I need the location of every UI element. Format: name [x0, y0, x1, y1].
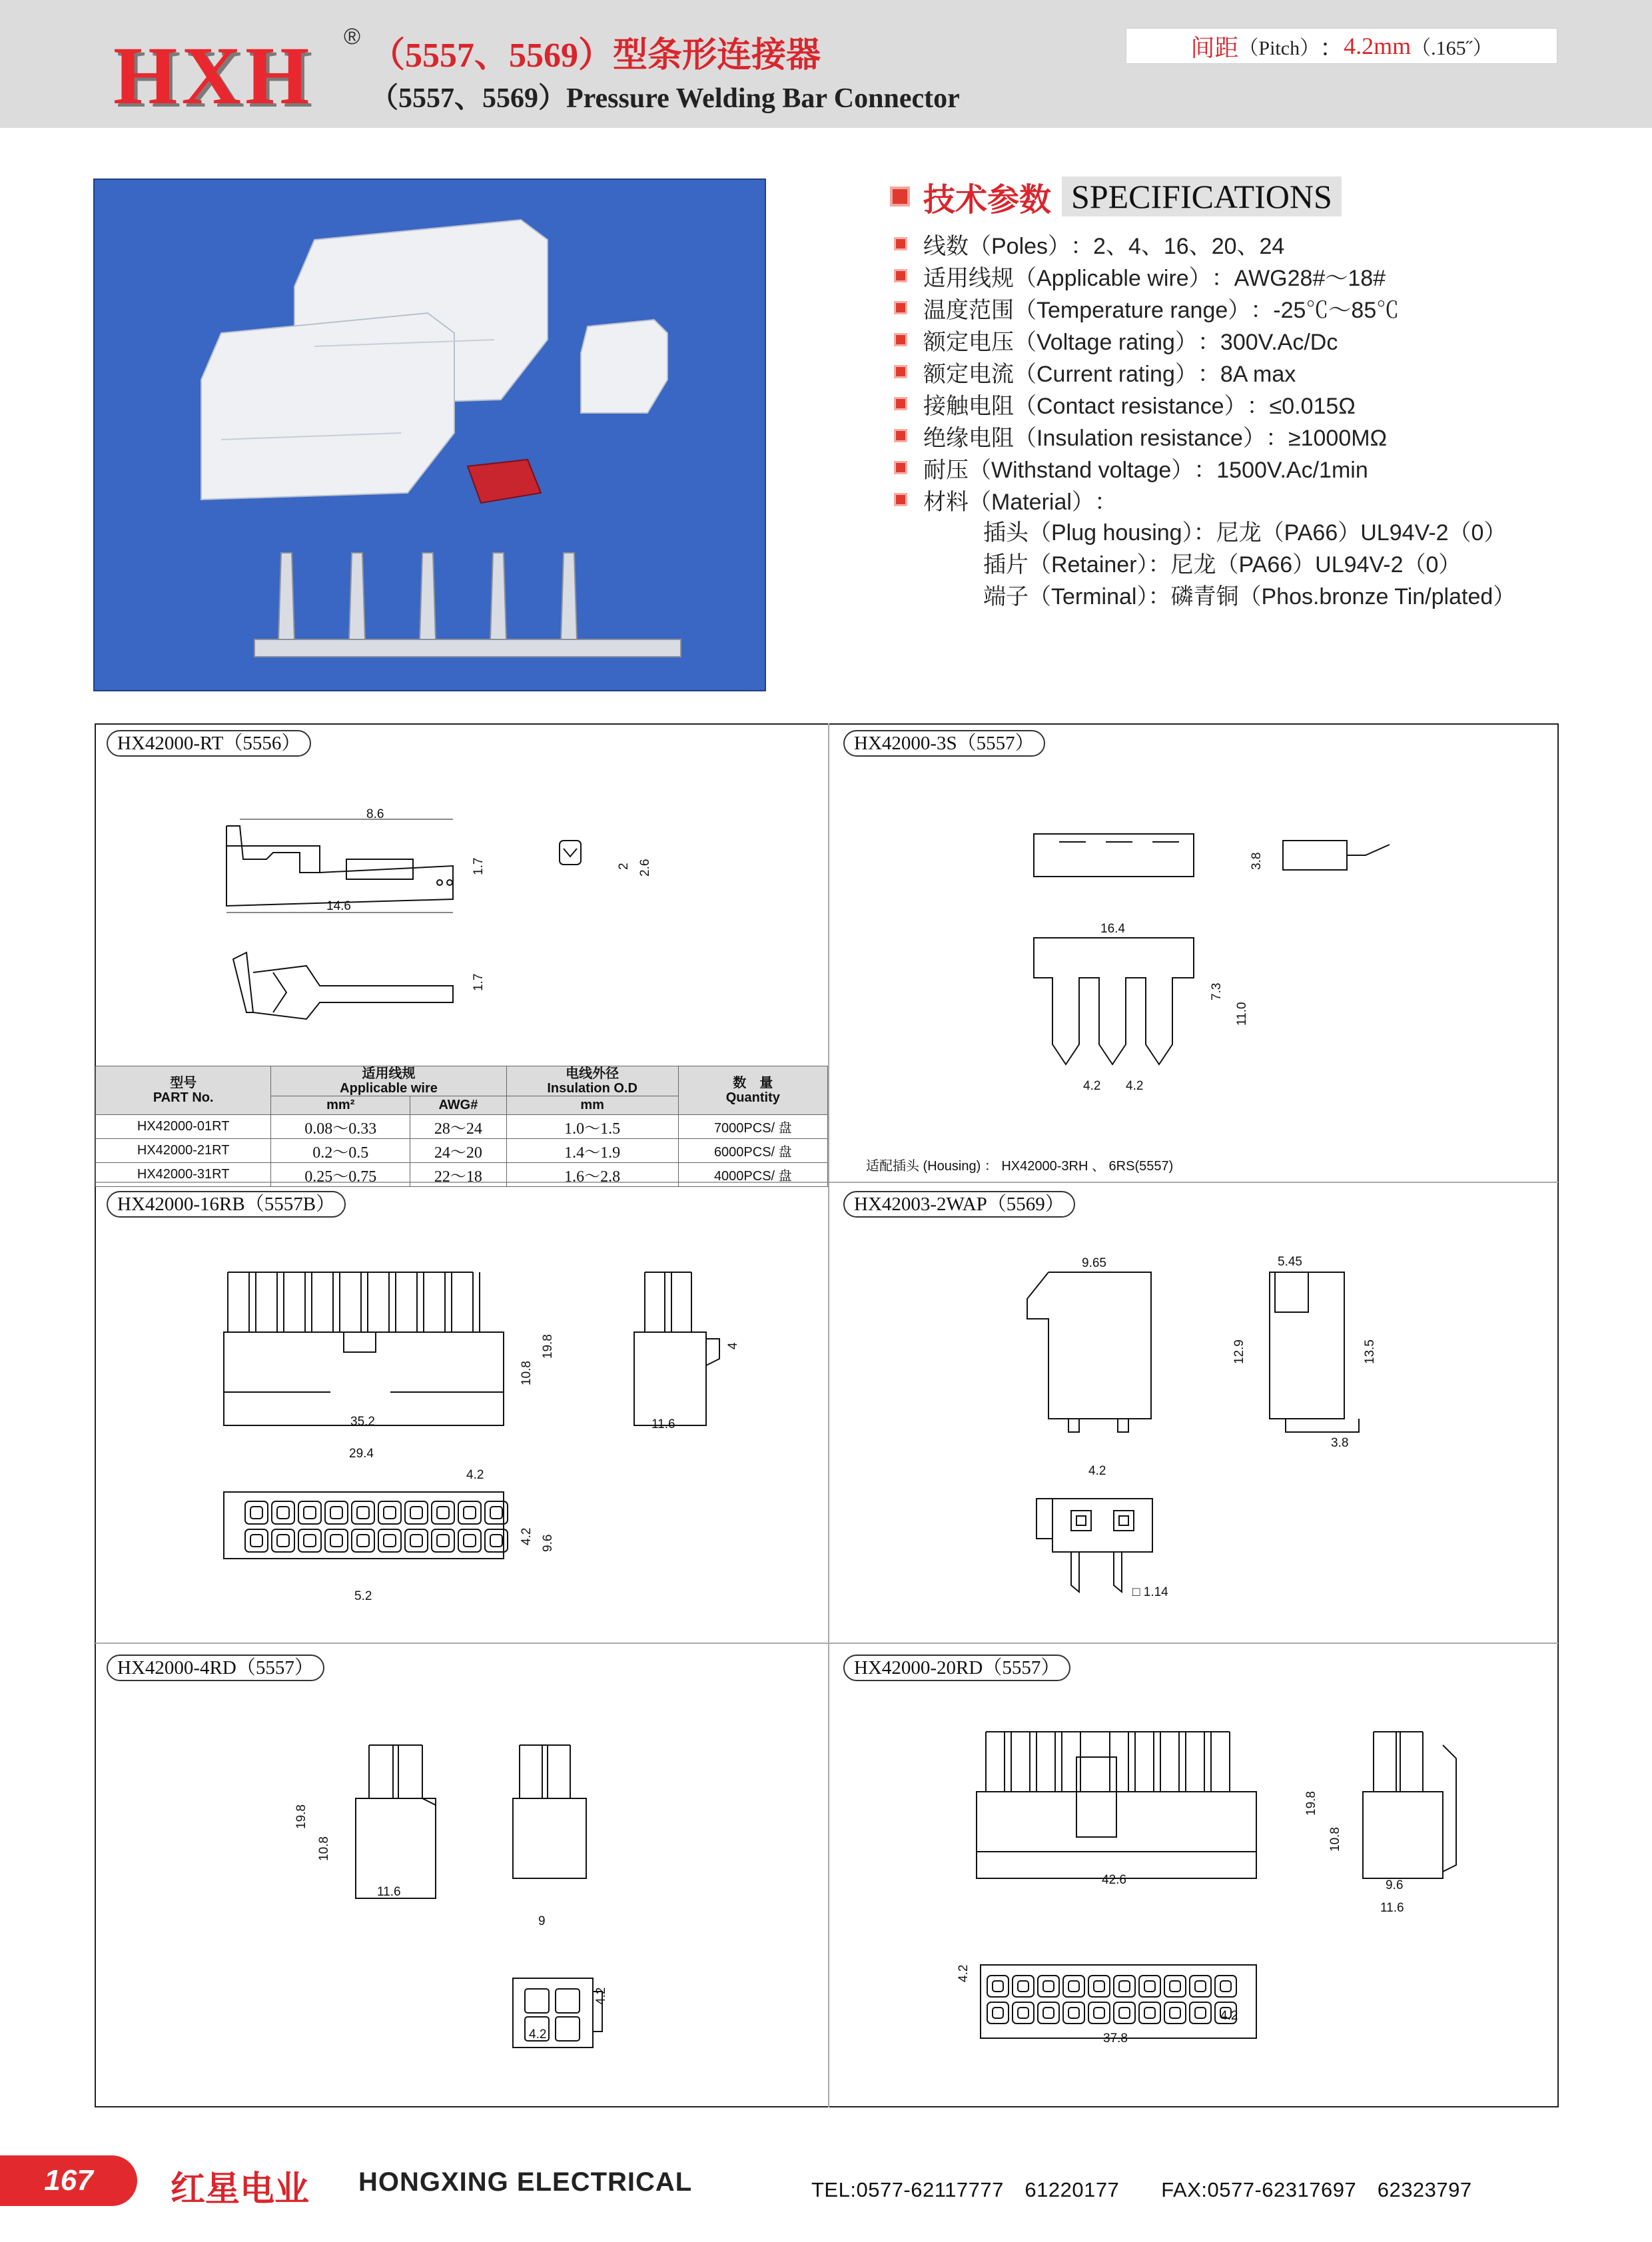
cavity [1063, 2002, 1084, 2024]
cavity [298, 1529, 321, 1552]
dim-label: 11.6 [377, 1885, 401, 1899]
cavity-inner [1068, 2008, 1079, 2018]
cavity [1164, 1976, 1186, 1997]
dim-label: 11.0 [1235, 1002, 1249, 1026]
spec-label: 温度范围（Temperature range） [923, 297, 1251, 323]
table-cell: HX42000-31RT [96, 1163, 271, 1187]
cavity-inner [384, 1535, 396, 1547]
spec-value: ：≥1000MΩ [1265, 425, 1387, 451]
cavity-inner [1195, 2008, 1206, 2018]
dim-label: 9.65 [1082, 1256, 1106, 1270]
table-header: mm [506, 1096, 678, 1115]
cavity-inner [1094, 2008, 1104, 2018]
dim-label: 14.6 [326, 899, 351, 913]
cavity-inner [1043, 2008, 1054, 2018]
cavity [1088, 2002, 1110, 2024]
cavity-inner [1119, 1981, 1130, 1992]
dim-label: 1.7 [472, 973, 486, 991]
cavity-inner [1043, 1981, 1054, 1992]
cavity-inner [330, 1507, 342, 1519]
spec-value: ：8A max [1197, 361, 1296, 387]
table-cell: 22～18 [410, 1163, 507, 1187]
table-header: 型号 PART No. [96, 1066, 271, 1115]
pitch-label-en: （Pitch） [1238, 37, 1320, 59]
dim-label: 19.8 [541, 1334, 555, 1359]
cavity [1114, 2002, 1135, 2024]
dim-label: 37.8 [1103, 2032, 1128, 2046]
bullet-icon [894, 429, 907, 442]
spec-row [894, 325, 1338, 354]
dim-label: 2.6 [638, 859, 652, 877]
housing-16rb-side [629, 1272, 762, 1432]
table-header: 电线外径 Insulation O.D [506, 1066, 678, 1096]
table-cell: 1.0～1.5 [506, 1115, 678, 1139]
panel-tag-rt: HX42000-RT（5556） [107, 730, 311, 757]
dim-label: 8.6 [366, 807, 384, 821]
table-cell: 1.6～2.8 [506, 1163, 678, 1187]
cavity-inner [1170, 1981, 1180, 1992]
material-row: 端子（Terminal）：磷青铜（Phos.bronze Tin/plated） [983, 583, 1516, 609]
panel-divider [95, 1643, 1558, 1644]
cavity-inner [277, 1535, 289, 1547]
bullet-icon [894, 397, 907, 410]
cavity-inner [1068, 1981, 1079, 1992]
spec-row [894, 229, 1284, 258]
company-name-cn: 红星电业 [171, 2170, 310, 2209]
cavity [1139, 2002, 1160, 2024]
cavity [405, 1501, 428, 1524]
cavity [378, 1529, 401, 1552]
cavity-inner [277, 1507, 289, 1519]
cavity-inner [1144, 1981, 1155, 1992]
cavity [432, 1501, 454, 1524]
spec-heading [890, 176, 1342, 217]
cavity-inner [1144, 2008, 1155, 2018]
dim-label: 11.6 [1380, 1901, 1404, 1915]
table-header: AWG# [410, 1096, 507, 1115]
table-header: 适用线规 Applicable wire [271, 1066, 506, 1096]
cavity-inner [1220, 1981, 1231, 1992]
dim-label: 19.8 [1304, 1791, 1318, 1816]
spec-row [894, 389, 1356, 418]
terminal-section-drawing [557, 837, 584, 870]
contact-info: TEL:0577-62117777 61220177 FAX:0577-62317697 62323797 [811, 2178, 1472, 2201]
cavity [1215, 1976, 1236, 1997]
company-name-en: HONGXING ELECTRICAL [358, 2167, 693, 2197]
pitch-box [1126, 28, 1557, 64]
cavity [325, 1501, 348, 1524]
spec-row [894, 485, 1117, 514]
cavity-inner [1195, 1981, 1206, 1992]
spec-row [894, 261, 1386, 290]
dim-label: 10.8 [317, 1836, 331, 1861]
cavity-inner [330, 1535, 342, 1547]
table-cell: 6000PCS/ 盘 [678, 1139, 827, 1163]
table-cell: 0.08～0.33 [271, 1115, 410, 1139]
material-row: 插片（Retainer）：尼龙（PA66）UL94V-2（0） [983, 552, 1461, 577]
cavity-inner [250, 1535, 262, 1547]
cavity-inner [384, 1507, 396, 1519]
dim-label: 4.2 [594, 1987, 608, 2005]
table-cell: 24～20 [410, 1139, 507, 1163]
table-cell: 0.25～0.75 [271, 1163, 410, 1187]
dim-label: 4.2 [1220, 2009, 1238, 2023]
dim-label: 5.2 [354, 1589, 372, 1603]
panel-tag-3s: HX42000-3S（5557） [843, 730, 1045, 757]
housing-note: 适配插头 (Housing) ： HX42000-3RH 、 6RS(5557) [866, 1159, 1174, 1174]
cavity [272, 1501, 294, 1524]
dim-label: □ 1.14 [1132, 1585, 1168, 1599]
product-photo [93, 179, 766, 691]
cavity [432, 1529, 454, 1552]
spec-value: ：-25℃～85℃ [1250, 297, 1400, 323]
dim-label: 3.8 [1331, 1436, 1349, 1450]
spec-label: 接触电阻（Contact resistance） [923, 393, 1247, 419]
table-cell: 7000PCS/ 盘 [678, 1115, 827, 1139]
terminal-drawing [226, 819, 466, 1019]
panel-tag-2wap: HX42003-2WAP（5569） [843, 1191, 1075, 1218]
table-row [96, 1163, 828, 1187]
header-2wap-drawing [1026, 1272, 1372, 1605]
dim-label: 4.2 [466, 1468, 484, 1482]
spec-label: 材料（Material） [923, 489, 1094, 515]
cavity-inner [464, 1507, 476, 1519]
spec-label: 额定电流（Current rating） [923, 361, 1198, 387]
cavity-inner [1018, 1981, 1029, 1992]
spec-label: 线数（Poles） [923, 233, 1071, 259]
table-row [96, 1139, 828, 1163]
cavity-inner [464, 1535, 476, 1547]
dim-label: 4.2 [529, 2028, 547, 2042]
cavity [458, 1501, 481, 1524]
panel-divider [828, 723, 829, 2107]
dim-label: 4.2 [1083, 1079, 1101, 1093]
cavity [272, 1529, 294, 1552]
title-english: （5557、5569）Pressure Welding Bar Connector [370, 83, 960, 114]
table-cell: 0.2～0.5 [271, 1139, 410, 1163]
cavity-inner [437, 1535, 449, 1547]
spec-value: ：≤0.015Ω [1246, 393, 1356, 419]
panel-tag-16rb: HX42000-16RB（5557B） [107, 1191, 346, 1218]
cavity [485, 1501, 508, 1524]
table-cell: 28～24 [410, 1115, 507, 1139]
dim-label: 16.4 [1100, 922, 1125, 936]
cavity-inner [1119, 2008, 1130, 2018]
registered-mark: ® [344, 24, 361, 49]
spec-row [894, 421, 1387, 450]
spec-row [894, 293, 1399, 322]
brand-logo: HXH [113, 30, 314, 121]
dim-label: 12.9 [1232, 1339, 1246, 1364]
bullet-icon [894, 269, 907, 282]
panel-tag-4rd: HX42000-4RD（5557） [107, 1655, 324, 1681]
spec-label: 绝缘电阻（Insulation resistance） [923, 425, 1266, 451]
dim-label: 2 [617, 863, 631, 870]
dim-label: 10.8 [1328, 1827, 1342, 1852]
pitch-label-cn: 间距 [1190, 34, 1239, 61]
cavity-inner [490, 1507, 502, 1519]
dim-label: 1.7 [472, 857, 486, 875]
dim-label: 10.8 [520, 1361, 534, 1385]
cavity [405, 1529, 428, 1552]
table-cell: HX42000-21RT [96, 1139, 271, 1163]
dim-label: 9.6 [1386, 1878, 1404, 1892]
spec-heading-en: SPECIFICATIONS [1062, 177, 1342, 216]
cavity [1114, 1976, 1135, 1997]
pitch-value: 4.2mm [1344, 33, 1412, 59]
material-row: 插头（Plug housing）：尼龙（PA66）UL94V-2（0） [983, 520, 1507, 546]
cavity-inner [1094, 1981, 1104, 1992]
dim-label: 7.3 [1210, 982, 1224, 1000]
spec-heading-cn: 技术参数 [923, 182, 1052, 218]
housing-20rd-side [1359, 1732, 1472, 1885]
housing-16rb-face [240, 1493, 520, 1567]
dim-label: 13.5 [1363, 1339, 1377, 1364]
dim-label: 19.8 [294, 1804, 308, 1829]
spec-label: 耐压（Withstand voltage） [923, 457, 1194, 483]
cavity-inner [490, 1535, 502, 1547]
part-table [95, 1066, 828, 1187]
cavity [378, 1501, 401, 1524]
cavity-inner [357, 1507, 369, 1519]
cavity [352, 1529, 374, 1552]
bullet-icon [894, 237, 907, 250]
cavity [1013, 1976, 1034, 1997]
table-cell: HX42000-01RT [96, 1115, 271, 1139]
cavity [1190, 1976, 1211, 1997]
spec-value: ：2、4、16、20、24 [1070, 233, 1285, 259]
page-header [0, 0, 1652, 128]
cavity [1139, 1976, 1160, 1997]
dim-label: 42.6 [1102, 1873, 1126, 1887]
dim-label: 4.2 [520, 1527, 534, 1545]
cavity-inner [410, 1507, 422, 1519]
cavity [485, 1529, 508, 1552]
cavity [325, 1529, 348, 1552]
retainer-drawing [1032, 831, 1406, 1098]
dim-label: 9 [538, 1914, 546, 1928]
cavity [245, 1529, 268, 1552]
cavity-inner [1018, 2008, 1029, 2018]
spec-value: ： [1094, 489, 1117, 515]
cavity [1038, 2002, 1059, 2024]
cavity-inner [1170, 2008, 1180, 2018]
cavity-inner [437, 1507, 449, 1519]
cavity-inner [304, 1507, 316, 1519]
title-chinese: （5557、5569）型条形连接器 [370, 37, 821, 75]
cavity-inner [304, 1535, 316, 1547]
cavity [1063, 1976, 1084, 1997]
dim-label: 5.45 [1278, 1255, 1302, 1269]
dim-label: 4.2 [957, 1964, 971, 1982]
cavity [1164, 2002, 1186, 2024]
connector-photo-illustration [95, 180, 767, 693]
cavity [1190, 2002, 1211, 2024]
bullet-icon [894, 461, 907, 474]
cavity-inner [993, 1981, 1003, 1992]
panel-tag-20rd: HX42000-20RD（5557） [843, 1655, 1070, 1681]
dim-label: 11.6 [651, 1417, 675, 1431]
cavity [352, 1501, 374, 1524]
spec-value: ：1500V.Ac/1min [1194, 457, 1368, 483]
cavity-inner [410, 1535, 422, 1547]
bullet-icon [894, 333, 907, 346]
cavity-inner [993, 2008, 1003, 2018]
dim-label: 3.8 [1250, 852, 1264, 870]
dim-label: 35.2 [350, 1415, 375, 1429]
bullet-icon [894, 365, 907, 378]
table-cell: 1.4～1.9 [506, 1139, 678, 1163]
cavity [458, 1529, 481, 1552]
page-number: 167 [0, 2155, 137, 2206]
heading-bullet-icon [890, 187, 910, 206]
dim-label: 9.6 [541, 1534, 555, 1552]
cavity-inner [250, 1507, 262, 1519]
spec-row [894, 357, 1296, 386]
table-row [96, 1115, 828, 1139]
dim-label: 29.4 [349, 1447, 374, 1461]
dim-label: 4 [726, 1342, 740, 1349]
cavity [245, 1501, 268, 1524]
bullet-icon [894, 301, 907, 314]
table-header: mm² [271, 1096, 410, 1115]
cavity [1088, 1976, 1110, 1997]
pitch-colon: ： [1320, 34, 1344, 61]
pitch-inch: （.165˝） [1411, 37, 1493, 59]
spec-value: ：300V.Ac/Dc [1197, 329, 1338, 355]
dim-label: 4.2 [1126, 1079, 1144, 1093]
table-cell: 4000PCS/ 盘 [678, 1163, 827, 1187]
housing-20rd-face [983, 1973, 1250, 2033]
spec-label: 额定电压（Voltage rating） [923, 329, 1198, 355]
table-header: 数 量 Quantity [678, 1066, 827, 1115]
cavity [987, 1976, 1009, 1997]
cavity [1038, 1976, 1059, 1997]
spec-row [894, 453, 1368, 482]
bullet-icon [894, 493, 907, 506]
cavity [987, 2002, 1009, 2024]
spec-label: 适用线规（Applicable wire） [923, 265, 1212, 291]
spec-value: ：AWG28#～18# [1211, 265, 1386, 291]
dim-label: 4.2 [1088, 1464, 1106, 1478]
cavity-inner [357, 1535, 369, 1547]
cavity [298, 1501, 321, 1524]
cavity [1013, 2002, 1034, 2024]
